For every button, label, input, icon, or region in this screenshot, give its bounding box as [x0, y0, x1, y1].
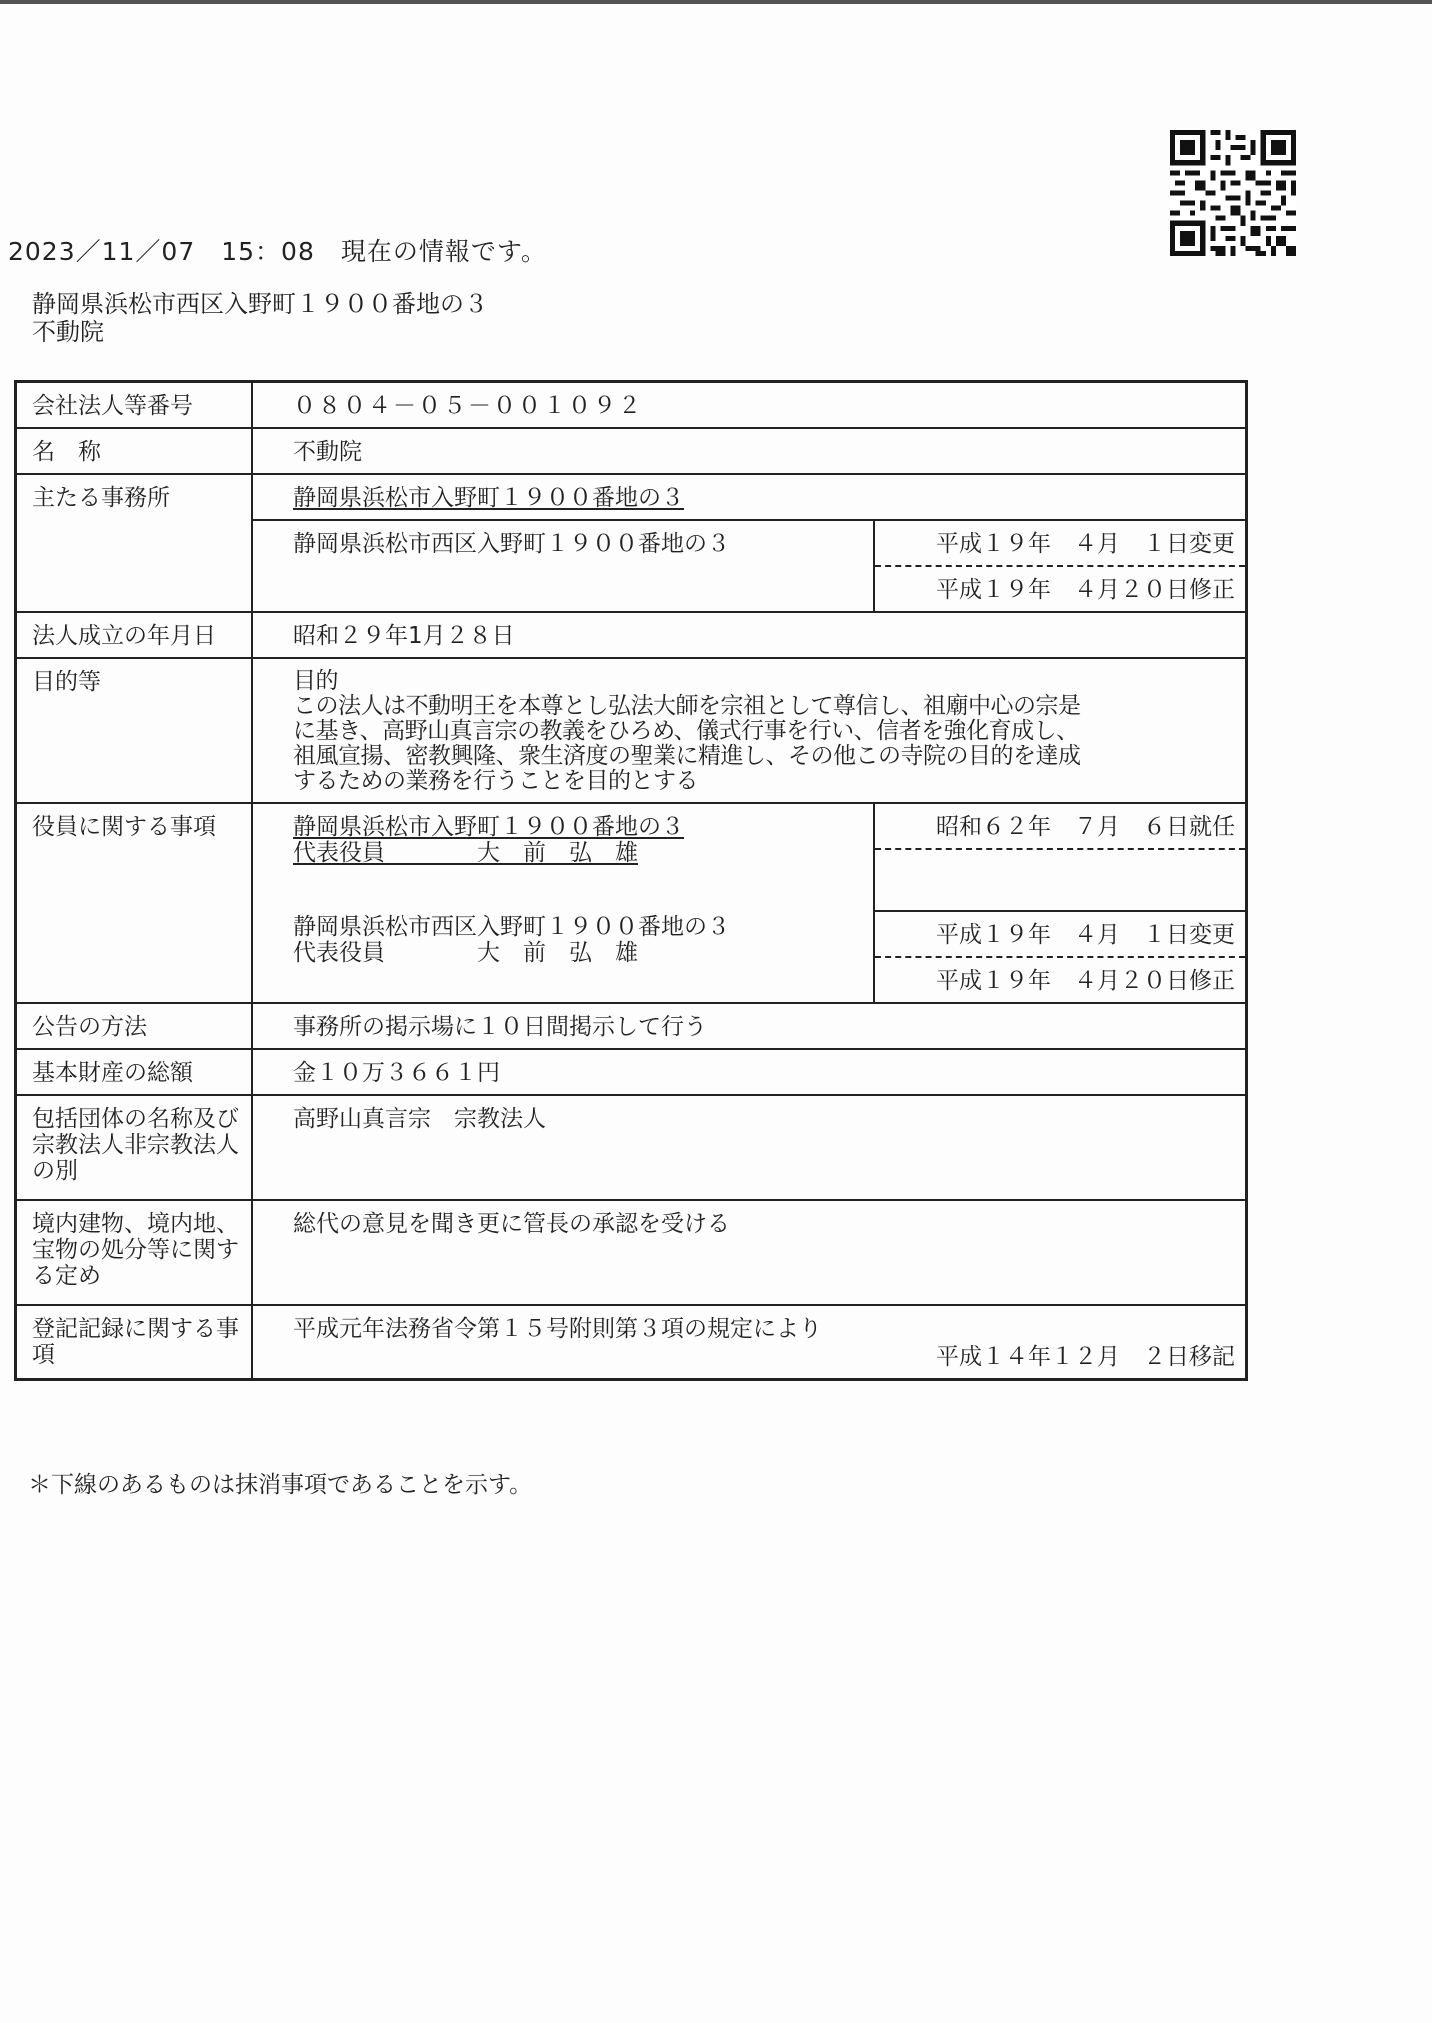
- purpose-text: [253, 659, 1245, 802]
- office-new-address: 静岡県浜松市西区入野町１９００番地の３: [293, 531, 730, 557]
- officers-cell: [253, 804, 1245, 1002]
- label-property: 境内建物、境内地、宝物の処分等に関する定め: [17, 1201, 253, 1304]
- value-notice: 事務所の掲示場に１０日間掲示して行う: [293, 1014, 707, 1040]
- row-umbrella: [17, 1096, 1245, 1201]
- label-corp-number: 会社法人等番号: [17, 383, 253, 427]
- label-notice: 公告の方法: [17, 1004, 253, 1048]
- row-purpose: [17, 659, 1245, 804]
- purpose-line: この法人は不動明王を本尊とし弘法大師を宗祖として尊信し、祖廟中心の宗是: [293, 693, 1081, 719]
- value-name: 不動院: [293, 439, 362, 465]
- value-corp-number: ０８０４－０５－００１０９２: [293, 393, 643, 419]
- purpose-line: に基き、高野山真言宗の教義をひろめ、儀式行事を行い、信者を強化育成し、: [293, 718, 1079, 744]
- scan-edge-line: [0, 0, 1432, 4]
- officer-old-address: 静岡県浜松市入野町１９００番地の３: [293, 814, 684, 840]
- label-officers: 役員に関する事項: [17, 804, 253, 1002]
- value-established: 昭和２９年1月２８日: [293, 623, 515, 649]
- value-umbrella: 高野山真言宗 宗教法人: [293, 1106, 546, 1132]
- label-umbrella: 包括団体の名称及び宗教法人非宗教法人の別: [17, 1096, 253, 1199]
- officer-date-fix: 平成１９年 ４月２０日修正: [936, 968, 1235, 994]
- purpose-heading: 目的: [293, 668, 338, 694]
- office-cell: [253, 475, 1245, 611]
- officer-new-role: 代表役員 大 前 弘 雄: [293, 940, 638, 966]
- purpose-line: 祖風宣揚、密教興隆、衆生済度の聖業に精進し、その他この寺院の目的を達成: [293, 743, 1081, 769]
- header-name: 不動院: [32, 318, 104, 346]
- row-registry: [17, 1306, 1245, 1378]
- value-property: 総代の意見を聞き更に管長の承認を受ける: [293, 1211, 730, 1237]
- row-notice: [17, 1004, 1245, 1050]
- label-established: 法人成立の年月日: [17, 613, 253, 657]
- officer-new-address: 静岡県浜松市西区入野町１９００番地の３: [293, 914, 730, 940]
- office-date-fix: 平成１９年 ４月２０日修正: [936, 577, 1235, 603]
- label-office: 主たる事務所: [17, 475, 253, 611]
- value-registry: 平成元年法務省令第１５号附則第３項の規定により: [293, 1316, 822, 1342]
- office-old-address: 静岡県浜松市入野町１９００番地の３: [293, 485, 684, 511]
- officer-old-role: 代表役員 大 前 弘 雄: [293, 840, 638, 866]
- header-address: 静岡県浜松市西区入野町１９００番地の３: [32, 290, 488, 318]
- qr-code-icon: [1170, 130, 1296, 256]
- officer-date-change: 平成１９年 ４月 １日変更: [875, 912, 1245, 958]
- footnote: ＊下線のあるものは抹消事項であることを示す。: [28, 1472, 533, 1498]
- row-name: [17, 429, 1245, 475]
- issue-timestamp: 2023／11／07 15：08 現在の情報です。: [8, 237, 547, 266]
- header-address-block: [32, 290, 488, 346]
- purpose-line: するための業務を行うことを目的とする: [293, 768, 698, 794]
- row-officers: [17, 804, 1245, 1004]
- office-date-change: 平成１９年 ４月 １日変更: [875, 521, 1245, 567]
- label-registry: 登記記録に関する事項: [17, 1306, 253, 1378]
- officer-old-date: 昭和６２年 ７月 ６日就任: [875, 804, 1245, 850]
- row-corp-number: [17, 383, 1245, 429]
- label-name: 名 称: [17, 429, 253, 473]
- registration-table: [14, 380, 1248, 1381]
- row-established: [17, 613, 1245, 659]
- row-office: [17, 475, 1245, 613]
- registry-cell: [253, 1306, 1245, 1378]
- label-purpose: 目的等: [17, 659, 253, 802]
- row-property: [17, 1201, 1245, 1306]
- registry-date: 平成１４年１２月 ２日移記: [936, 1344, 1235, 1370]
- row-assets: [17, 1050, 1245, 1096]
- value-assets: 金１０万３６６１円: [293, 1060, 500, 1086]
- label-assets: 基本財産の総額: [17, 1050, 253, 1094]
